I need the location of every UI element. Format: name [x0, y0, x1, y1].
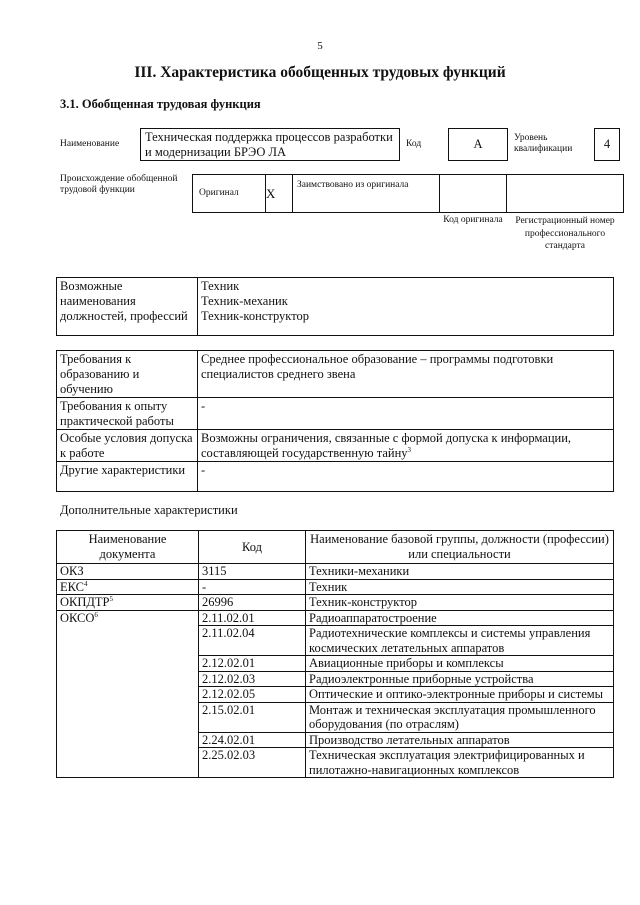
req-value-admission	[198, 430, 614, 462]
name-cell: Авиационные приборы и комплексы	[306, 656, 614, 672]
code-cell: 2.12.02.05	[199, 687, 306, 703]
code-original-label: Код оригинала	[443, 215, 503, 225]
doc-okpdtr-text: ОКПДТР	[60, 595, 110, 609]
positions-list	[198, 278, 614, 336]
name-cell: Монтаж и техническая эксплуатация промышленного оборудования (по отраслям)	[306, 702, 614, 732]
name-cell: Радиоаппаратостроение	[306, 610, 614, 626]
additional-table	[56, 530, 614, 778]
doc-okso	[57, 610, 199, 778]
original-label: Оригинал	[193, 175, 266, 213]
doc-okso-text: ОКСО	[60, 610, 95, 625]
footnote-6: 6	[94, 610, 98, 619]
origin-label: Происхождение обобщенной трудовой функции	[60, 174, 178, 195]
reg-number-cell	[507, 175, 624, 213]
name-cell: Оптические и оптико-электронные приборы и системы	[306, 687, 614, 703]
position-item: Техник	[201, 279, 240, 293]
table-row	[57, 564, 614, 580]
position-item: Техник-конструктор	[201, 309, 309, 323]
req-value-education: Среднее профессиональное образование – программы подготовки специалистов среднего звена	[198, 351, 614, 398]
code-cell: 2.12.02.01	[199, 656, 306, 672]
code-value: А	[449, 129, 508, 161]
table-row	[57, 595, 614, 611]
code-label: Код	[406, 138, 422, 149]
name-cell: Техники-механики	[306, 564, 614, 580]
req-value-other: -	[198, 462, 614, 492]
footnote-3: 3	[407, 446, 412, 454]
table-row	[57, 610, 614, 626]
req-admission-text: Возможны ограничения, связанные с формой допуска к информации, составляющей государственную тайну	[201, 431, 572, 460]
req-label-experience: Требования к опыту практической работы	[57, 398, 198, 430]
function-header-table	[60, 128, 620, 161]
code-cell: 2.11.02.04	[199, 626, 306, 656]
code-cell: 2.15.02.01	[199, 702, 306, 732]
doc-eks-text: ЕКС	[60, 579, 84, 594]
requirements-table	[56, 350, 614, 492]
additional-title: Дополнительные характеристики	[60, 503, 238, 517]
reg-number-label: Регистрационный номер профессионального стандарта	[515, 216, 615, 251]
name-cell: Радиоэлектронные приборные устройства	[306, 671, 614, 687]
code-cell: 2.12.02.03	[199, 671, 306, 687]
borrowed-label: Заимствовано из оригинала	[293, 175, 440, 213]
positions-table	[56, 277, 614, 336]
header-code: Код	[199, 531, 306, 564]
name-cell: Техник	[306, 579, 614, 595]
req-label-education: Требования к образованию и обучению	[57, 351, 198, 398]
code-cell: 2.11.02.01	[199, 610, 306, 626]
code-cell: 3115	[199, 564, 306, 580]
name-cell: Производство летательных аппаратов	[306, 732, 614, 748]
req-value-experience: -	[198, 398, 614, 430]
subsection-title: 3.1. Обобщенная трудовая функция	[60, 97, 261, 111]
doc-okz: ОКЗ	[57, 564, 199, 580]
code-cell: -	[199, 579, 306, 595]
level-value: 4	[595, 129, 620, 161]
function-name-value: Техническая поддержка процессов разработки и модернизации БРЭО ЛА	[141, 129, 400, 161]
level-label: Уровень квалификации	[514, 132, 573, 154]
doc-okpdtr	[57, 595, 199, 611]
name-cell: Радиотехнические комплексы и системы управления космических летательных аппаратов	[306, 626, 614, 656]
req-label-admission: Особые условия допуска к работе	[57, 430, 198, 462]
code-cell: 2.24.02.01	[199, 732, 306, 748]
footnote-4: 4	[84, 579, 88, 588]
code-original-cell	[440, 175, 507, 213]
name-cell: Техническая эксплуатация электрифицированных и пилотажно-навигационных комплексов	[306, 748, 614, 778]
doc-eks	[57, 579, 199, 595]
req-label-other: Другие характеристики	[57, 462, 198, 492]
section-title: III. Характеристика обобщенных трудовых функций	[134, 64, 506, 81]
header-document: Наименование документа	[57, 531, 199, 564]
header-group: Наименование базовой группы, должности (профессии) или специальности	[306, 531, 614, 564]
positions-label: Возможные наименования должностей, профессий	[57, 278, 198, 336]
footnote-5: 5	[109, 595, 114, 603]
name-label: Наименование	[60, 138, 120, 149]
table-row	[57, 579, 614, 595]
origin-table	[192, 174, 624, 253]
original-mark: Х	[266, 175, 293, 213]
code-cell: 2.25.02.03	[199, 748, 306, 778]
name-cell: Техник-конструктор	[306, 595, 614, 611]
position-item: Техник-механик	[201, 294, 288, 308]
page-number: 5	[317, 40, 323, 52]
code-cell: 26996	[199, 595, 306, 611]
